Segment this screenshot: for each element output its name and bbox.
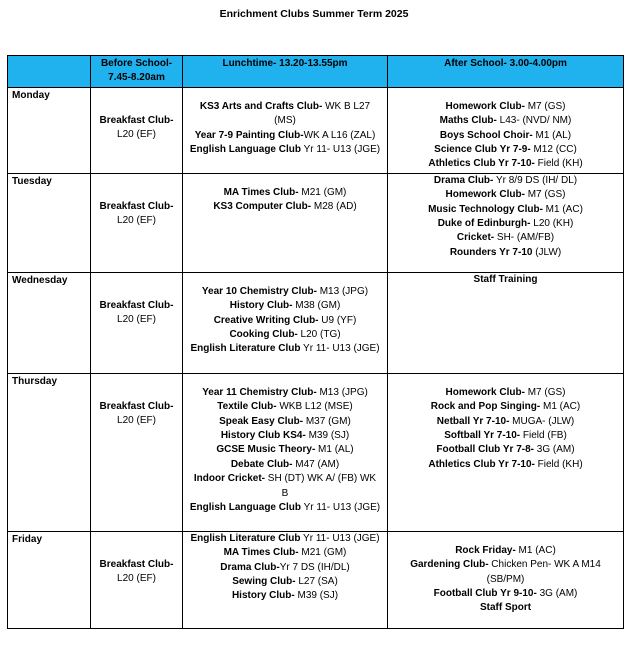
club-detail: U9 (YF) [318,314,357,326]
club-name: English Literature Club [190,532,301,544]
club-entry [391,188,620,202]
club-detail: M13 (JPG) [316,285,369,297]
club-entry [391,573,620,587]
club-entry [186,143,384,157]
before-school-cell [91,87,183,173]
club-name: Year 11 Chemistry Club- [202,386,317,398]
club-name: Drama Club- [433,174,494,186]
club-name: Rock and Pop Singing- [430,401,541,413]
club-entry [391,587,620,601]
club-detail: MUGA- (JLW) [509,415,575,427]
lunchtime-cell [183,87,388,173]
club-entry [391,386,620,400]
club-name: Gardening Club- [410,559,489,571]
table-row [8,173,624,272]
club-entry [186,501,384,515]
club-detail: M13 (JPG) [316,386,368,398]
club-detail: SH- (AM/FB) [494,232,555,244]
club-name: History Club KS4- [220,430,306,442]
club-entry [391,415,620,429]
header-row [8,56,624,88]
table-row [8,272,624,373]
day-cell: Friday [8,531,91,628]
club-name: Science Club Yr 7-9- [434,144,531,156]
club-entry [186,299,384,313]
club-entry [186,429,384,443]
club-name: Breakfast Club- [99,114,174,126]
club-entry [186,342,384,356]
before-school-cell [91,173,183,272]
club-entry [186,314,384,328]
club-name: History Club- [231,590,295,602]
club-name: Athletics Club Yr 7-10- [428,458,535,470]
club-detail: M7 (GS) [524,100,566,112]
club-entry [186,458,384,472]
club-detail: SH (DT) WK A/ (FB) WK [265,473,377,485]
club-entry [391,231,620,245]
club-detail: 3G (AM) [534,444,575,456]
club-name: Staff Training [473,273,538,285]
club-detail: M47 (AM) [292,458,340,470]
club-name: Year 7-9 Painting Club- [194,129,304,141]
club-name: Football Club Yr 7-8- [436,444,535,456]
club-name: Breakfast Club- [99,400,174,412]
club-detail: Field (KH) [534,458,583,470]
header-after-school: After School- 3.00-4.00pm [388,56,624,88]
after-school-cell [388,373,624,531]
day-cell: Tuesday [8,173,91,272]
club-detail: Yr 7 DS (IH/DL) [279,561,350,573]
club-name: Speak Easy Club- [219,415,304,427]
club-detail: Yr 11- U13 (JGE) [300,532,380,544]
club-entry [186,186,384,200]
club-detail: L20 (TG) [297,329,341,341]
club-detail: M1 (AC) [542,203,583,215]
club-entry [391,174,620,188]
header-lunchtime: Lunchtime- 13.20-13.55pm [183,56,388,88]
club-entry [186,386,384,400]
table-row [8,531,624,628]
after-school-cell [388,272,624,373]
club-entry [186,114,384,128]
club-name: English Literature Club [190,343,301,355]
club-name: KS3 Arts and Crafts Club- [199,100,323,112]
club-name: Cricket- [456,232,495,244]
clubs-table [7,55,624,629]
club-name: Rock Friday- [455,544,516,556]
club-name: Homework Club- [445,386,525,398]
club-entry [186,100,384,114]
club-detail: M1 (AC) [515,544,556,556]
club-entry [186,561,384,575]
club-entry [391,273,620,287]
club-entry [391,114,620,128]
club-name: Year 10 Chemistry Club- [201,285,317,297]
club-name: Cooking Club- [229,329,298,341]
club-entry [391,400,620,414]
club-detail: M38 (GM) [292,300,341,312]
club-detail: L20 (KH) [530,218,574,230]
club-entry [391,217,620,231]
day-cell: Thursday [8,373,91,531]
club-entry [186,415,384,429]
before-school-cell [91,373,183,531]
club-detail: WKB L12 (MSE) [276,401,353,413]
club-entry [391,558,620,572]
club-name: GCSE Music Theory- [216,444,316,456]
club-name: History Club- [229,300,293,312]
after-school-cell [388,531,624,628]
club-entry [186,328,384,342]
lunchtime-cell [183,272,388,373]
lunchtime-cell [183,373,388,531]
club-entry [391,246,620,260]
club-name: Homework Club- [445,189,525,201]
club-detail: (SB/PM) [486,573,525,585]
club-detail: L20 (EF) [117,314,156,326]
header-day [8,56,91,88]
club-name: English Language Club [189,144,301,156]
club-entry [391,429,620,443]
club-detail: Field (KH) [534,158,583,170]
club-name: Softball Yr 7-10- [444,430,521,442]
club-entry [391,100,620,114]
club-detail: Yr 11- U13 (JGE) [300,343,380,355]
after-school-cell [388,173,624,272]
club-detail: M37 (GM) [303,415,351,427]
club-entry [186,532,384,546]
club-name: MA Times Club- [223,547,299,559]
club-entry [391,601,620,615]
club-entry [391,129,620,143]
club-entry [391,544,620,558]
club-detail: L20 (EF) [117,215,156,227]
club-detail: M1 (AC) [540,401,581,413]
after-school-cell [388,87,624,173]
club-name: English Language Club [189,502,301,514]
before-school-cell [91,531,183,628]
club-entry [391,203,620,217]
club-detail: WK A L16 (ZAL) [303,129,376,141]
club-name: Duke of Edinburgh- [437,218,531,230]
club-entry [186,487,384,501]
table-row [8,87,624,173]
club-entry [186,285,384,299]
club-name: Football Club Yr 9-10- [433,588,537,600]
club-entry [186,129,384,143]
club-entry [186,589,384,603]
club-entry [186,443,384,457]
club-name: Maths Club- [439,115,497,127]
club-detail: M21 (GM) [298,186,347,198]
club-entry [186,200,384,214]
club-entry [391,143,620,157]
club-detail: L20 (EF) [117,415,156,427]
club-name: Breakfast Club- [99,200,174,212]
club-detail: L20 (EF) [117,573,156,585]
club-name: Boys School Choir- [439,129,533,141]
club-detail: L43- (NVD/ NM) [496,115,572,127]
header-before-school: Before School- 7.45-8.20am [91,56,183,88]
club-detail: M28 (AD) [311,201,357,213]
club-detail: L20 (EF) [117,129,156,141]
club-detail: M7 (GS) [524,189,566,201]
club-detail: M39 (SJ) [294,590,339,602]
club-detail: M39 (SJ) [305,430,350,442]
club-name: Rounders Yr 7-10 [449,246,533,258]
club-detail: 3G (AM) [536,588,578,600]
club-detail: M21 (GM) [298,547,347,559]
club-name: Debate Club- [230,458,293,470]
table-row [8,373,624,531]
club-entry [186,400,384,414]
club-detail: WK B L27 [322,100,371,112]
club-name: Breakfast Club- [99,558,174,570]
club-name: Netball Yr 7-10- [436,415,510,427]
club-name: Sewing Club- [232,576,296,588]
club-entry [391,458,620,472]
club-detail: M12 (CC) [530,144,577,156]
club-detail: B [281,487,289,499]
club-name: Staff Sport [479,602,532,614]
lunchtime-cell [183,531,388,628]
club-entry [186,575,384,589]
club-entry [186,546,384,560]
club-name: Indoor Cricket- [193,473,265,485]
club-detail: Chicken Pen- WK A M14 [488,559,601,571]
club-entry [391,157,620,171]
club-name: Music Technology Club- [428,203,543,215]
club-name: KS3 Computer Club- [213,201,312,213]
club-detail: Yr 11- U13 (JGE) [301,144,381,156]
day-cell: Monday [8,87,91,173]
club-detail: M1 (AL) [315,444,354,456]
club-name: Drama Club- [220,561,280,573]
club-detail: M1 (AL) [532,129,572,141]
club-detail: Field (FB) [520,430,567,442]
lunchtime-cell [183,173,388,272]
club-name: Athletics Club Yr 7-10- [428,158,535,170]
club-detail: M7 (GS) [524,386,566,398]
club-detail: (MS) [274,115,296,127]
day-cell: Wednesday [8,272,91,373]
club-name: Homework Club- [445,100,525,112]
before-school-cell [91,272,183,373]
club-entry [186,472,384,486]
club-name: Textile Club- [217,401,277,413]
club-entry [391,443,620,457]
club-detail: (JLW) [532,246,562,258]
club-detail: Yr 8/9 DS (IH/ DL) [493,174,578,186]
club-detail: Yr 11- U13 (JGE) [301,502,381,514]
club-name: MA Times Club- [223,186,299,198]
club-name: Breakfast Club- [99,299,174,311]
document-title: Enrichment Clubs Summer Term 2025 [219,8,409,20]
club-detail: L27 (SA) [295,576,338,588]
club-name: Creative Writing Club- [213,314,319,326]
